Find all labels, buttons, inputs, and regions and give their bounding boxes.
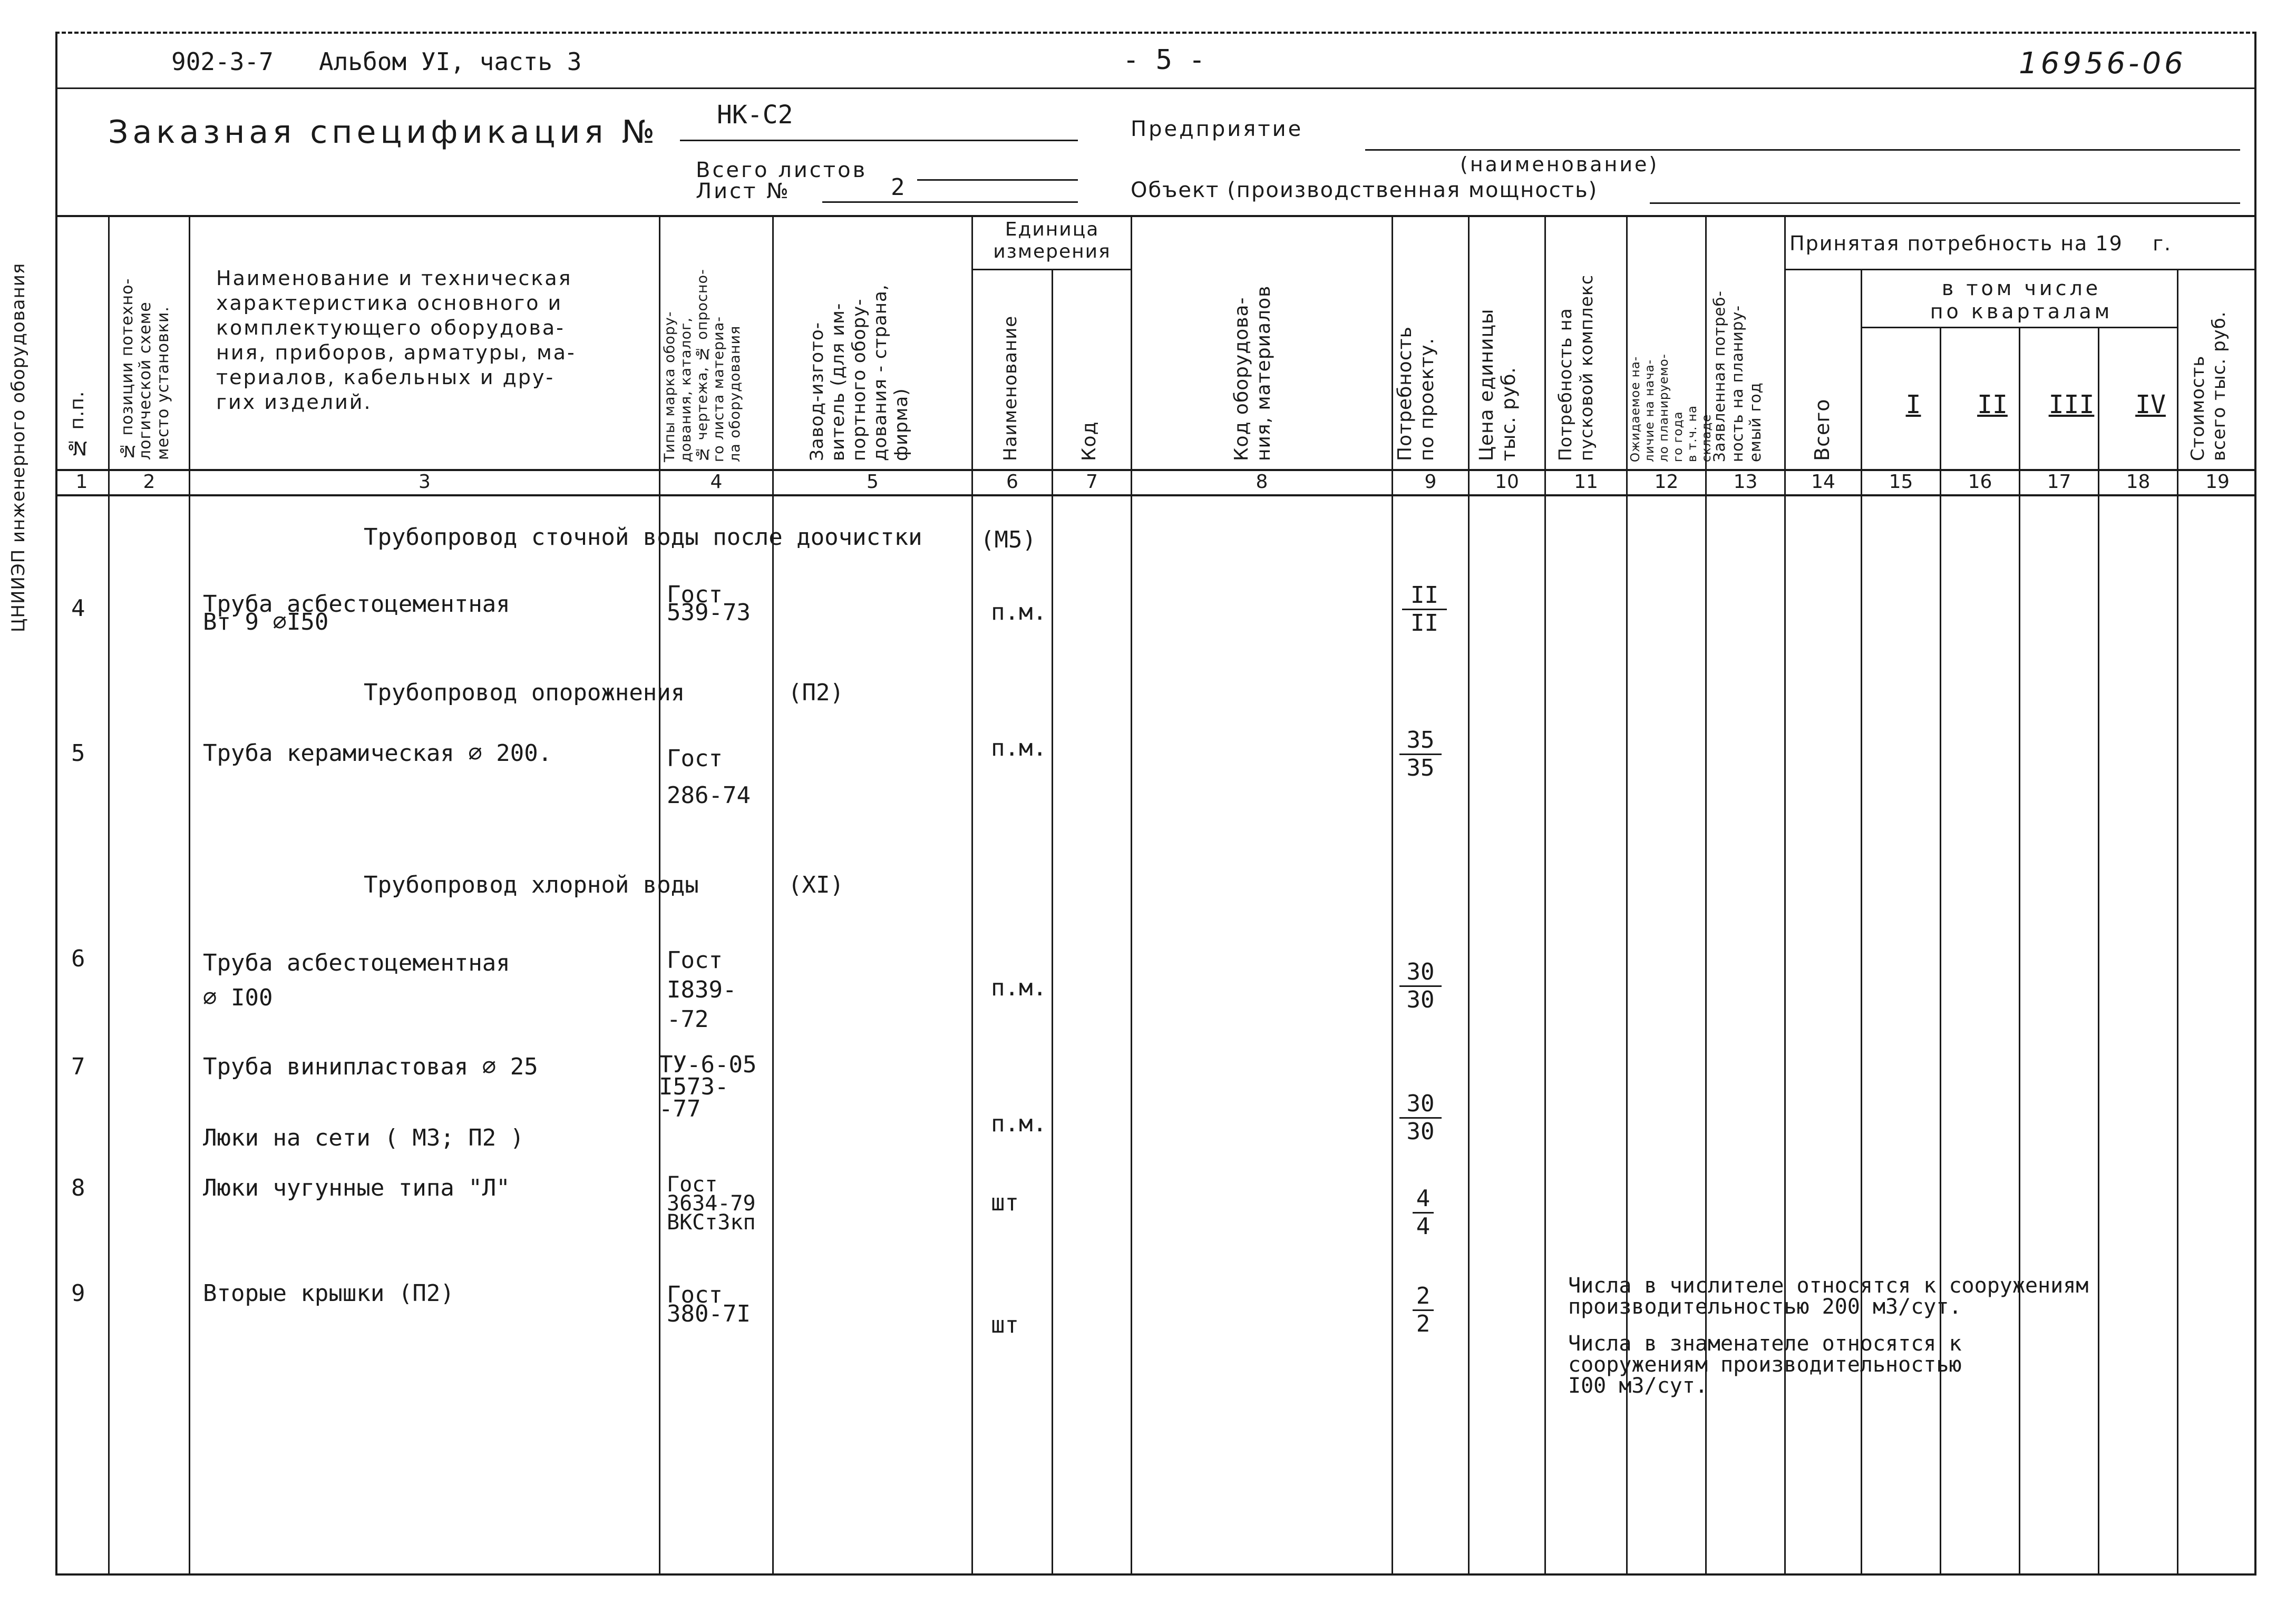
item-type: Гост 539-73 — [667, 581, 751, 626]
col-header-12: Ожидаемое на- личие на нача- ло планируемо- го года в т.ч. на складе — [1629, 354, 1714, 462]
col-number-14: 14 — [1811, 471, 1835, 493]
item-type: ТУ-6-05 I573- -77 — [659, 1051, 757, 1122]
item-type: Гост 3634-79 ВКСт3кп — [667, 1172, 756, 1235]
item-type: Гост 380-7I — [667, 1282, 751, 1327]
total-sheets-label: Всего листов — [696, 158, 868, 182]
item-unit: шт — [991, 1189, 1019, 1216]
row-number: 8 — [71, 1175, 85, 1201]
col-number-1: 1 — [75, 471, 88, 493]
object-underline — [1650, 202, 2240, 204]
unit-group-rule — [971, 269, 1131, 270]
item-type: Гост I839- -72 — [667, 947, 737, 1033]
row-number: 9 — [71, 1280, 85, 1307]
col-line-16 — [2019, 327, 2020, 1576]
col-header-6: Наименование — [1000, 315, 1021, 461]
col-number-2: 2 — [143, 471, 155, 493]
col-line-2 — [189, 215, 190, 1576]
item-unit: п.м. — [991, 974, 1047, 1001]
quantity-fraction: $\frac{II}{II}$ — [1402, 582, 1447, 637]
accepted-group-rule — [1784, 269, 2256, 270]
col-number-12: 12 — [1654, 471, 1679, 493]
col-number-8: 8 — [1256, 471, 1268, 493]
col-line-6 — [1052, 269, 1053, 1576]
note-numerator: Числа в числителе относятся к сооружениям производительностью 200 м3/сут. — [1568, 1274, 2089, 1319]
note-denominator: Числа в знаменателе относятся к сооружениям производительностью I00 м3/сут. — [1568, 1332, 1962, 1398]
enterprise-underline — [1365, 149, 2240, 151]
sheet-label: Лист № — [696, 179, 791, 203]
col-header-7: Код — [1078, 421, 1100, 461]
col-line-8 — [1392, 215, 1393, 1576]
quantity-fraction: $\frac{30}{30}$ — [1399, 959, 1442, 1013]
section-title-chlorine: Трубопровод хлорной воды — [364, 872, 699, 898]
col-number-6: 6 — [1006, 471, 1018, 493]
form-title: Заказная спецификация № — [108, 114, 659, 151]
col-number-7: 7 — [1086, 471, 1098, 493]
item-name: Труба керамическая ∅ 200. — [203, 740, 552, 767]
table-numbers-bottom-rule — [55, 494, 2256, 496]
col-header-1: № п.п. — [66, 390, 88, 458]
col-number-15: 15 — [1889, 471, 1913, 493]
enterprise-name-hint: (наименование) — [1460, 153, 1659, 176]
col-header-3: Наименование и техническая характеристика основного и комплектующего оборудова- ния, приборов, арматуры, ма- териалов, кабельных и дру- гих изделий. — [216, 267, 576, 414]
item-unit: шт — [991, 1312, 1019, 1338]
col-number-11: 11 — [1574, 471, 1598, 493]
inventory-number: 16956-06 — [2019, 46, 2186, 81]
col-line-5 — [971, 215, 973, 1576]
accepted-group-header: Принятая потребность на 19 г. — [1789, 232, 2172, 255]
quantity-fraction: $\frac{35}{35}$ — [1399, 727, 1442, 781]
enterprise-label: Предприятие — [1131, 117, 1303, 141]
col-header-2: № позиции потехно- логической схеме место установки. — [118, 278, 172, 460]
item-name: Вторые крышки (П2) — [203, 1280, 454, 1307]
col-number-19: 19 — [2205, 471, 2230, 493]
col-header-14: Всего — [1811, 398, 1834, 461]
col-header-17: III — [2048, 390, 2095, 419]
section-code-chlorine: (ХI) — [788, 872, 844, 898]
section-title-wastewater: Трубопровод сточной воды после доочистки — [364, 524, 922, 551]
col-line-17 — [2098, 327, 2099, 1576]
col-line-1 — [108, 215, 110, 1576]
section-code-wastewater: (М5) — [980, 526, 1036, 553]
item-unit: п.м. — [991, 1110, 1047, 1137]
col-header-15: I — [1905, 390, 1921, 419]
col-header-19: Стоимость всего тыс. руб. — [2187, 311, 2230, 461]
col-line-9 — [1468, 215, 1470, 1576]
col-header-13: Заявленная потреб- ность на планиру- емый год — [1710, 290, 1764, 462]
col-number-13: 13 — [1733, 471, 1758, 493]
header-rule — [55, 87, 2256, 89]
row-number: 4 — [71, 595, 85, 622]
album-label: Альбом УI, часть 3 — [319, 47, 582, 76]
col-number-18: 18 — [2126, 471, 2151, 493]
quarter-group-header: в том числе по кварталам — [1930, 277, 2113, 323]
col-header-11: Потребность на пусковой комплекс — [1555, 274, 1597, 461]
col-header-16: II — [1977, 390, 2008, 419]
quantity-fraction: $\frac{30}{30}$ — [1399, 1091, 1442, 1145]
spec-number: НК-С2 — [717, 100, 793, 130]
col-number-3: 3 — [419, 471, 431, 493]
page-number: - 5 - — [1123, 44, 1205, 76]
col-number-10: 10 — [1495, 471, 1519, 493]
row-number: 7 — [71, 1053, 85, 1080]
row-number: 5 — [71, 740, 85, 767]
quarter-group-rule — [1861, 327, 2177, 328]
section-title-drain: Трубопровод опорожнения — [364, 679, 685, 706]
col-header-4: Типы марка обору- дования, каталог, № чертежа, № опросно- го листа материа- ла оборудования — [661, 269, 743, 462]
col-line-18 — [2177, 269, 2178, 1576]
col-line-10 — [1544, 215, 1546, 1576]
unit-group-header: Единица измерения — [993, 219, 1111, 262]
col-header-8: Код оборудова- ния, материалов — [1231, 285, 1275, 461]
col-header-5: Завод-изгото- витель (для им- портного обору- дования - страна, фирма) — [806, 284, 912, 461]
item-name: Труба асбестоцементная ∅ I00 — [203, 950, 510, 1011]
col-line-4 — [772, 215, 774, 1576]
col-line-7 — [1131, 215, 1132, 1576]
item-unit: п.м. — [991, 599, 1047, 625]
item-name: Труба винипластовая ∅ 25 — [203, 1053, 538, 1080]
side-organization-label: ЦНИИЭП инженерного оборудования — [8, 262, 29, 632]
section-title-manholes: Люки на сети ( М3; П2 ) — [203, 1124, 524, 1151]
col-header-18: IV — [2135, 390, 2166, 419]
quantity-fraction: $\frac{2}{2}$ — [1413, 1283, 1434, 1337]
col-header-10: Цена единицы тыс. руб. — [1476, 308, 1520, 461]
item-name: Труба асбестоцементная Вт 9 ∅I50 — [203, 591, 510, 635]
sheet-underline — [822, 201, 1078, 203]
doc-code: 902-3-7 — [171, 47, 274, 76]
total-sheets-underline — [917, 179, 1078, 181]
col-number-17: 17 — [2047, 471, 2071, 493]
table-top-rule — [55, 215, 2256, 217]
col-header-9: Потребность по проекту. — [1394, 326, 1438, 461]
object-label: Объект (производственная мощность) — [1131, 178, 1598, 202]
row-number: 6 — [71, 945, 85, 972]
item-unit: п.м. — [991, 735, 1047, 761]
col-number-16: 16 — [1968, 471, 1992, 493]
spec-number-underline — [680, 140, 1078, 141]
col-number-9: 9 — [1424, 471, 1437, 493]
section-code-drain: (П2) — [788, 679, 844, 706]
sheet-value: 2 — [891, 174, 905, 201]
col-number-4: 4 — [710, 471, 723, 493]
item-type: Гост 286-74 — [667, 745, 751, 809]
col-number-5: 5 — [867, 471, 879, 493]
quantity-fraction: $\frac{4}{4}$ — [1413, 1186, 1434, 1240]
item-name: Люки чугунные типа "Л" — [203, 1175, 510, 1201]
